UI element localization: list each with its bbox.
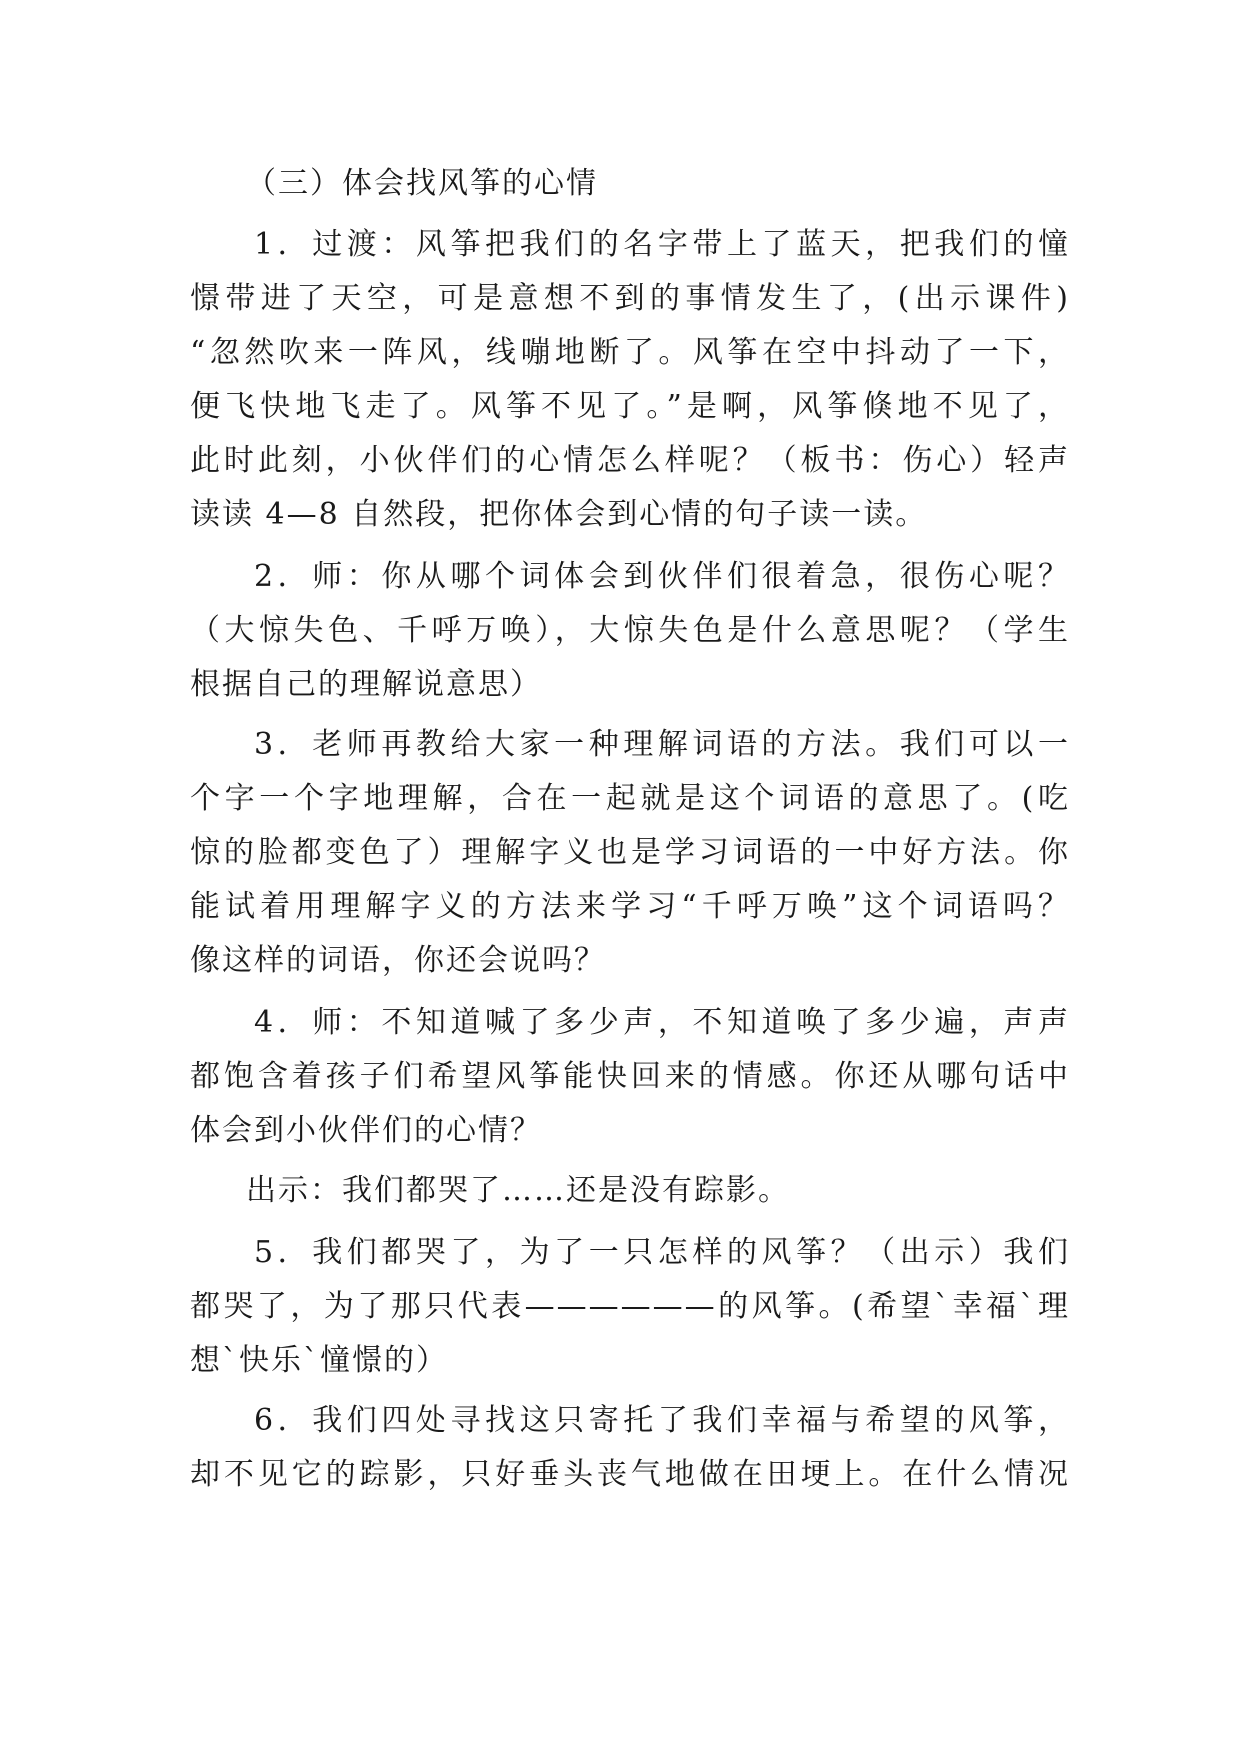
paragraph-line: 想`快乐`憧憬的） xyxy=(190,1343,448,1378)
paragraph-line: 个字一个字地理解，合在一起就是这个词语的意思了。(吃 xyxy=(190,781,1070,816)
paragraph-line: 3．老师再教给大家一种理解词语的方法。我们可以一 xyxy=(254,727,1070,762)
paragraph-line: 都哭了，为了那只代表——————的风筝。(希望`幸福`理 xyxy=(190,1289,1070,1324)
paragraph-line: 都饱含着孩子们希望风筝能快回来的情感。你还从哪句话中 xyxy=(190,1059,1070,1094)
paragraph-line: 5．我们都哭了，为了一只怎样的风筝？（出示）我们 xyxy=(254,1235,1070,1270)
paragraph-line: “忽然吹来一阵风，线嘣地断了。风筝在空中抖动了一下， xyxy=(190,335,1070,370)
paragraph-line: 2．师：你从哪个词体会到伙伴们很着急，很伤心呢？ xyxy=(254,559,1070,594)
paragraph-line: 憬带进了天空，可是意想不到的事情发生了，(出示课件) xyxy=(190,281,1070,316)
paragraph-line: 体会到小伙伴们的心情？ xyxy=(190,1113,542,1148)
paragraph-line: 1．过渡：风筝把我们的名字带上了蓝天，把我们的憧 xyxy=(254,227,1070,262)
paragraph-line: 便飞快地飞走了。风筝不见了。”是啊，风筝倏地不见了， xyxy=(190,389,1070,424)
paragraph-line: 根据自己的理解说意思） xyxy=(190,667,542,702)
paragraph-line: 惊的脸都变色了）理解字义也是学习词语的一中好方法。你 xyxy=(190,835,1070,870)
paragraph-line: 像这样的词语，你还会说吗？ xyxy=(190,943,606,978)
paragraph-line: 4．师：不知道喊了多少声，不知道唤了多少遍，声声 xyxy=(254,1005,1070,1040)
paragraph-line: 却不见它的踪影，只好垂头丧气地做在田埂上。在什么情况 xyxy=(190,1457,1070,1492)
paragraph-line: 6．我们四处寻找这只寄托了我们幸福与希望的风筝， xyxy=(254,1403,1070,1438)
paragraph-line: 读读 4—8 自然段，把你体会到心情的句子读一读。 xyxy=(190,497,928,532)
paragraph-line: （大惊失色、千呼万唤），大惊失色是什么意思呢？（学生 xyxy=(190,613,1070,648)
paragraph-line: 能试着用理解字义的方法来学习“千呼万唤”这个词语吗？ xyxy=(190,889,1070,924)
paragraph-line: 此时此刻，小伙伴们的心情怎么样呢？（板书：伤心）轻声 xyxy=(190,443,1070,478)
section-heading: （三）体会找风筝的心情 xyxy=(246,166,598,201)
paragraph-line: 出示：我们都哭了……还是没有踪影。 xyxy=(246,1173,790,1208)
